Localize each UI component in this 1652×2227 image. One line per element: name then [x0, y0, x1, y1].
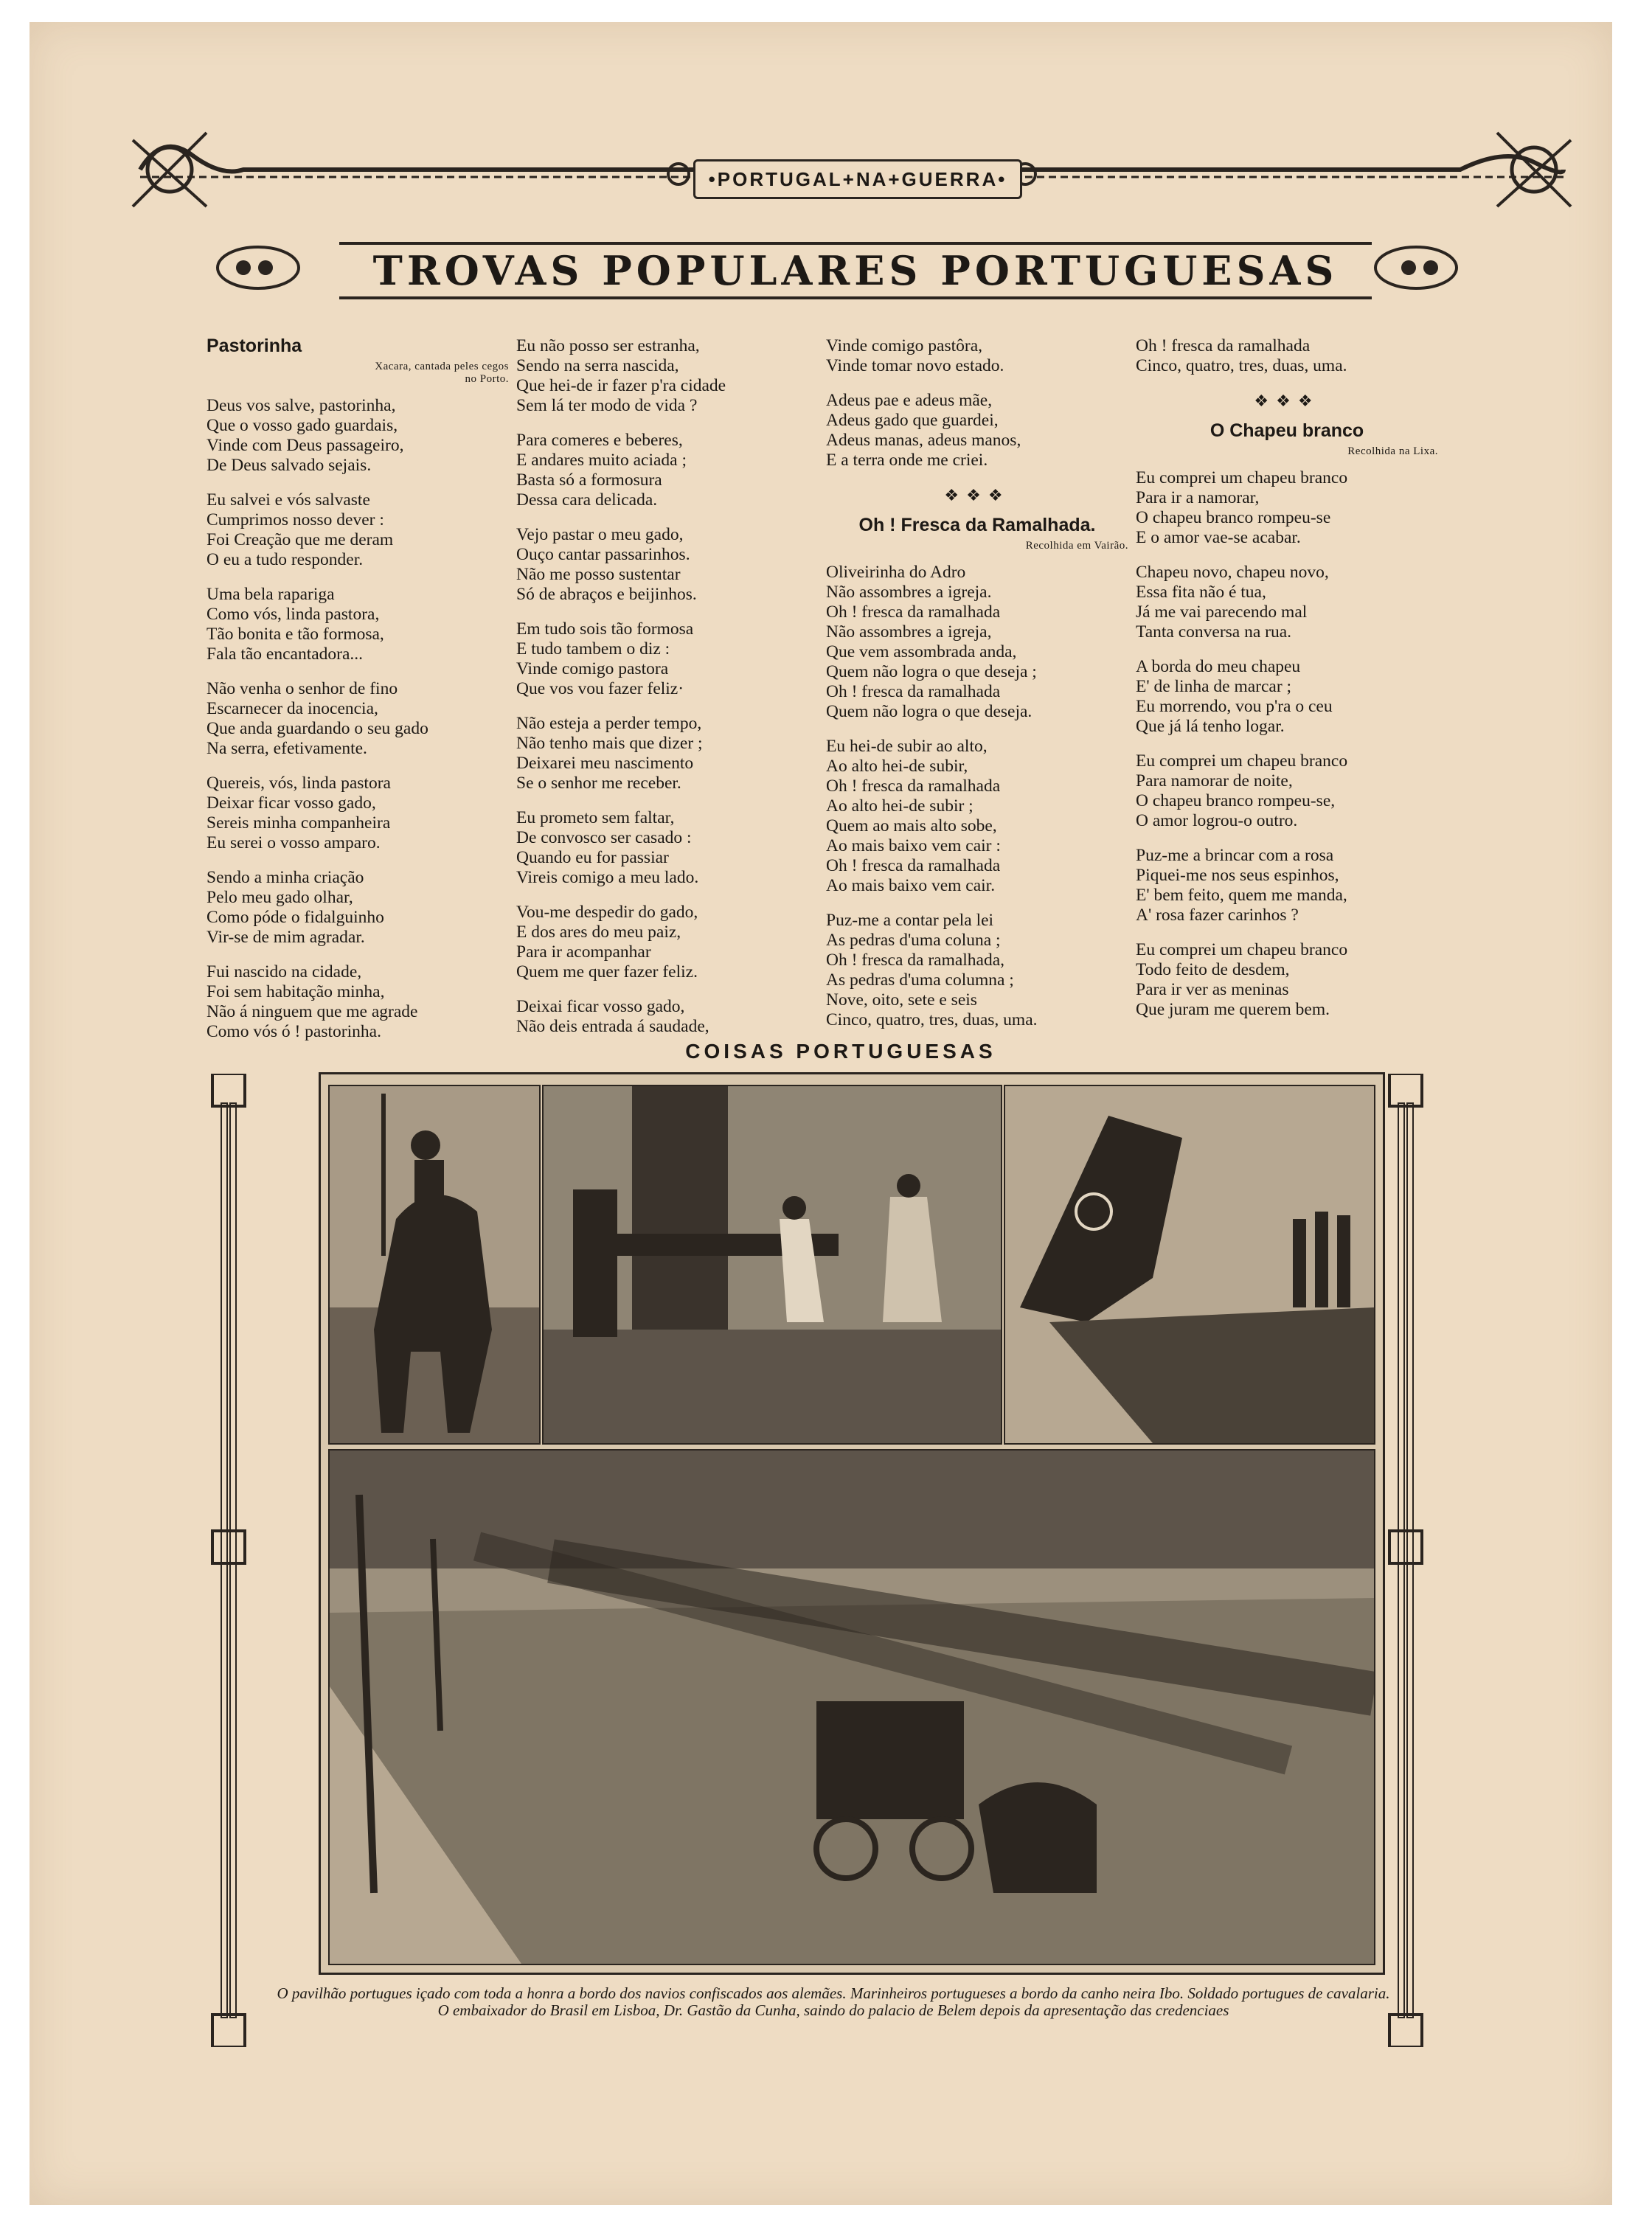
verse-line: Eu serei o vosso amparo.	[206, 833, 381, 852]
title-scroll-left-icon	[214, 236, 302, 299]
stanza	[1136, 336, 1438, 376]
decorative-border-left-icon	[206, 1074, 251, 2047]
verse-line: Para namorar de noite,	[1136, 771, 1293, 791]
verse-line: Pelo meu gado olhar,	[206, 888, 353, 907]
verse-line: Foi sem habitação minha,	[206, 982, 385, 1001]
verse-line: Não venha o senhor de fino	[206, 679, 398, 698]
verse-line: Piquei-me nos seus espinhos,	[1136, 866, 1339, 885]
stanza	[826, 737, 1128, 896]
verse-line: Eu não posso ser estranha,	[516, 336, 700, 355]
stanza	[206, 490, 509, 570]
verse-line: Vinde comigo pastora	[516, 659, 669, 678]
verse-line: Cumprimos nosso dever :	[206, 510, 384, 529]
verse-line: Adeus pae e adeus mãe,	[826, 391, 993, 410]
separator-ornament: ❖❖❖	[1254, 392, 1320, 410]
verse-line: Cinco, quatro, tres, duas, uma.	[1136, 356, 1347, 375]
verse-line: Que o vosso gado guardais,	[206, 416, 398, 435]
verse-line: Oliveirinha do Adro	[826, 563, 966, 582]
verse-line: O chapeu branco rompeu-se	[1136, 508, 1331, 527]
stanza	[1136, 563, 1438, 642]
verse-line: Deus vos salve, pastorinha,	[206, 396, 396, 415]
verse-line: Adeus manas, adeus manos,	[826, 431, 1021, 450]
verse-line: Não á ninguem que me agrade	[206, 1002, 418, 1021]
verse-line: Como vós ó ! pastorinha.	[206, 1022, 381, 1041]
verse-line: Oh ! fresca da ramalhada	[826, 602, 1001, 622]
verse-line: Que anda guardando o seu gado	[206, 719, 428, 738]
verse-line: Quem me quer fazer feliz.	[516, 962, 698, 982]
stanza	[1136, 846, 1438, 925]
verse-line: E andares muito aciada ;	[516, 451, 687, 470]
verse-line: Sem lá ter modo de vida ?	[516, 396, 698, 415]
verse-line: Essa fita não é tua,	[1136, 583, 1266, 602]
verse-line: Tão bonita e tão formosa,	[206, 625, 384, 644]
verse-line: Cinco, quatro, tres, duas, uma.	[826, 1010, 1038, 1029]
verse-line: Oh ! fresca da ramalhada,	[826, 951, 1005, 970]
stanza	[826, 336, 1128, 376]
verse-line: Como póde o fidalguinho	[206, 908, 384, 927]
verse-line: De convosco ser casado :	[516, 828, 692, 847]
photo-cavalry-soldier	[328, 1085, 541, 1445]
stanza-group	[826, 336, 1128, 470]
verse-line: Não tenho mais que dizer ;	[516, 734, 703, 753]
verse-line: Escarnecer da inocencia,	[206, 699, 378, 718]
verse-line: Quereis, vós, linda pastora	[206, 774, 391, 793]
verse-line: Vinde com Deus passageiro,	[206, 436, 404, 455]
verse-line: Para comeres e beberes,	[516, 431, 683, 450]
verse-line: Quem não logra o que deseja.	[826, 702, 1032, 721]
photo-flag-on-ship	[1004, 1085, 1375, 1445]
verse-line: Vinde tomar novo estado.	[826, 356, 1004, 375]
stanza	[826, 391, 1128, 470]
verse-line: Eu comprei um chapeu branco	[1136, 751, 1348, 771]
verse-line: Basta só a formosura	[516, 470, 662, 490]
verse-line: Oh ! fresca da ramalhada	[826, 682, 1001, 701]
stanza	[206, 679, 509, 759]
poem-title-ramalhada: Oh ! Fresca da Ramalhada.	[858, 515, 1096, 535]
stanza	[1136, 940, 1438, 1020]
verse-line: Deixarei meu nascimento	[516, 754, 694, 773]
verse-line: Vou-me despedir do gado,	[516, 903, 698, 922]
verse-line: O eu a tudo responder.	[206, 550, 364, 569]
stanza-group	[516, 336, 819, 1037]
column-3	[826, 336, 1128, 1045]
photo-caption: O pavilhão portugues içado com toda a honra a bordo dos navios confiscados aos alemães. Marinheiros portugueses a bordo da canho neira Ibo. Soldado portugues de cavalaria. O embaixador do Brasil em Lisboa, Dr. Gastão da Cunha, saindo do palacio de Belem depois da apresentação das credenciaes	[277, 1984, 1390, 2019]
verse-line: A' rosa fazer carinhos ?	[1136, 906, 1299, 925]
verse-line: Oh ! fresca da ramalhada	[826, 856, 1001, 875]
photo-collage	[319, 1072, 1385, 1975]
stanza	[516, 997, 819, 1037]
verse-line: Não esteja a perder tempo,	[516, 714, 702, 733]
series-title: •PORTUGAL+NA+GUERRA•	[693, 159, 1022, 199]
verse-line: O amor logrou-o outro.	[1136, 811, 1298, 830]
verse-line: Não me posso sustentar	[516, 565, 681, 584]
separator-ornament: ❖❖❖	[944, 486, 1010, 504]
verse-line: Para ir ver as meninas	[1136, 980, 1289, 999]
verse-line: Que hei-de ir fazer p'ra cidade	[516, 376, 726, 395]
verse-line: Sendo a minha criação	[206, 868, 364, 887]
column-4	[1136, 336, 1438, 1035]
stanza	[516, 714, 819, 793]
verse-line: Ao mais baixo vem cair.	[826, 876, 996, 895]
stanza	[516, 336, 819, 416]
column-1	[206, 336, 509, 1057]
stanza-group	[1136, 336, 1438, 376]
verse-line: Ao alto hei-de subir ;	[826, 796, 974, 816]
verse-line: Eu comprei um chapeu branco	[1136, 468, 1348, 487]
verse-line: Tanta conversa na rua.	[1136, 622, 1292, 642]
stanza	[826, 911, 1128, 1030]
verse-line: Eu morrendo, vou p'ra o ceu	[1136, 697, 1333, 716]
verse-line: A borda do meu chapeu	[1136, 657, 1301, 676]
verse-line: Fui nascido na cidade,	[206, 962, 362, 982]
poem-note-pastorinha: Xacara, cantada peles cegos no Porto.	[375, 361, 509, 385]
verse-line: Dessa cara delicada.	[516, 490, 658, 510]
verse-line: Quem não logra o que deseja ;	[826, 662, 1037, 681]
verse-line: Como vós, linda pastora,	[206, 605, 380, 624]
stanza	[1136, 657, 1438, 737]
stanza	[206, 585, 509, 664]
stanza	[206, 396, 509, 476]
stanza	[1136, 468, 1438, 548]
verse-line: Deixar ficar vosso gado,	[206, 793, 376, 813]
verse-line: Eu salvei e vós salvaste	[206, 490, 370, 510]
verse-line: Oh ! fresca da ramalhada	[826, 777, 1001, 796]
poem-title-chapeu: O Chapeu branco	[1210, 420, 1364, 441]
stanza	[516, 808, 819, 888]
poem-title-pastorinha: Pastorinha	[206, 336, 302, 356]
verse-line: Foi Creação que me deram	[206, 530, 394, 549]
verse-line: E dos ares do meu paiz,	[516, 923, 681, 942]
verse-line: Não deis entrada á saudade,	[516, 1017, 709, 1036]
stanza	[206, 868, 509, 948]
verse-line: Nove, oito, sete e seis	[826, 990, 977, 1010]
poem-note-chapeu: Recolhida na Lixa.	[1347, 445, 1438, 457]
verse-line: E a terra onde me criei.	[826, 451, 988, 470]
stanza	[516, 525, 819, 605]
verse-line: Adeus gado que guardei,	[826, 411, 999, 430]
verse-line: E o amor vae-se acabar.	[1136, 528, 1301, 547]
verse-line: Chapeu novo, chapeu novo,	[1136, 563, 1329, 582]
verse-line: Não assombres a igreja.	[826, 583, 992, 602]
stanza	[1136, 751, 1438, 831]
verse-line: Fala tão encantadora...	[206, 645, 364, 664]
verse-line: Que já lá tenho logar.	[1136, 717, 1285, 736]
verse-line: As pedras d'uma coluna ;	[826, 931, 1001, 950]
verse-line: Oh ! fresca da ramalhada	[1136, 336, 1311, 355]
verse-line: E tudo tambem o diz :	[516, 639, 670, 659]
verse-line: Para ir a namorar,	[1136, 488, 1260, 507]
photo-ambassador-carriage	[328, 1449, 1375, 1965]
verse-line: Que juram me querem bem.	[1136, 1000, 1330, 1019]
verse-line: Que vem assombrada anda,	[826, 642, 1017, 661]
stanza-group	[826, 563, 1128, 1030]
stanza	[516, 431, 819, 510]
verse-line: Só de abraços e beijinhos.	[516, 585, 697, 604]
poem-note-ramalhada: Recolhida em Vairão.	[1025, 540, 1128, 552]
verse-line: Vireis comigo a meu lado.	[516, 868, 699, 887]
verse-line: Se o senhor me receber.	[516, 774, 681, 793]
verse-line: Deixai ficar vosso gado,	[516, 997, 685, 1016]
verse-line: E' de linha de marcar ;	[1136, 677, 1292, 696]
stanza	[206, 962, 509, 1042]
main-title: TROVAS POPULARES PORTUGUESAS	[372, 247, 1339, 294]
main-title-frame	[339, 242, 1372, 299]
verse-line: Vinde comigo pastôra,	[826, 336, 982, 355]
photo-section-heading: COISAS PORTUGUESAS	[685, 1040, 996, 1063]
verse-line: Eu hei-de subir ao alto,	[826, 737, 988, 756]
verse-line: Em tudo sois tão formosa	[516, 619, 694, 639]
verse-line: Quando eu for passiar	[516, 848, 669, 867]
verse-line: E' bem feito, quem me manda,	[1136, 886, 1347, 905]
verse-line: Sereis minha companheira	[206, 813, 391, 833]
verse-line: De Deus salvado sejais.	[206, 456, 372, 475]
verse-line: Todo feito de desdem,	[1136, 960, 1290, 979]
verse-line: Uma bela rapariga	[206, 585, 335, 604]
column-2	[516, 336, 819, 1052]
verse-line: Vir-se de mim agradar.	[206, 928, 365, 947]
verse-line: Ao mais baixo vem cair :	[826, 836, 1001, 855]
stanza-group	[206, 396, 509, 1042]
stanza	[516, 619, 819, 699]
verse-line: Puz-me a contar pela lei	[826, 911, 994, 930]
verse-line: As pedras d'uma columna ;	[826, 970, 1014, 990]
verse-line: Não assombres a igreja,	[826, 622, 992, 642]
verse-line: Na serra, efetivamente.	[206, 739, 367, 758]
decorative-border-right-icon	[1384, 1074, 1428, 2047]
newspaper-page	[30, 22, 1612, 2205]
stanza	[826, 563, 1128, 722]
verse-line: Eu comprei um chapeu branco	[1136, 940, 1348, 959]
verse-line: Vejo pastar o meu gado,	[516, 525, 684, 544]
verse-line: Puz-me a brincar com a rosa	[1136, 846, 1334, 865]
verse-line: Ao alto hei-de subir,	[826, 757, 968, 776]
verse-line: Sendo na serra nascida,	[516, 356, 679, 375]
verse-line: Eu prometo sem faltar,	[516, 808, 675, 827]
stanza	[206, 774, 509, 853]
stanza	[516, 903, 819, 982]
verse-line: Para ir acompanhar	[516, 942, 651, 962]
stanza-group	[1136, 468, 1438, 1020]
verse-line: Ouço cantar passarinhos.	[516, 545, 690, 564]
verse-line: O chapeu branco rompeu-se,	[1136, 791, 1336, 810]
verse-line: Que vos vou fazer feliz·	[516, 679, 684, 698]
title-scroll-right-icon	[1372, 236, 1460, 299]
photo-sailors-gunboat	[542, 1085, 1002, 1445]
verse-line: Quem ao mais alto sobe,	[826, 816, 997, 835]
verse-line: Já me vai parecendo mal	[1136, 602, 1308, 622]
